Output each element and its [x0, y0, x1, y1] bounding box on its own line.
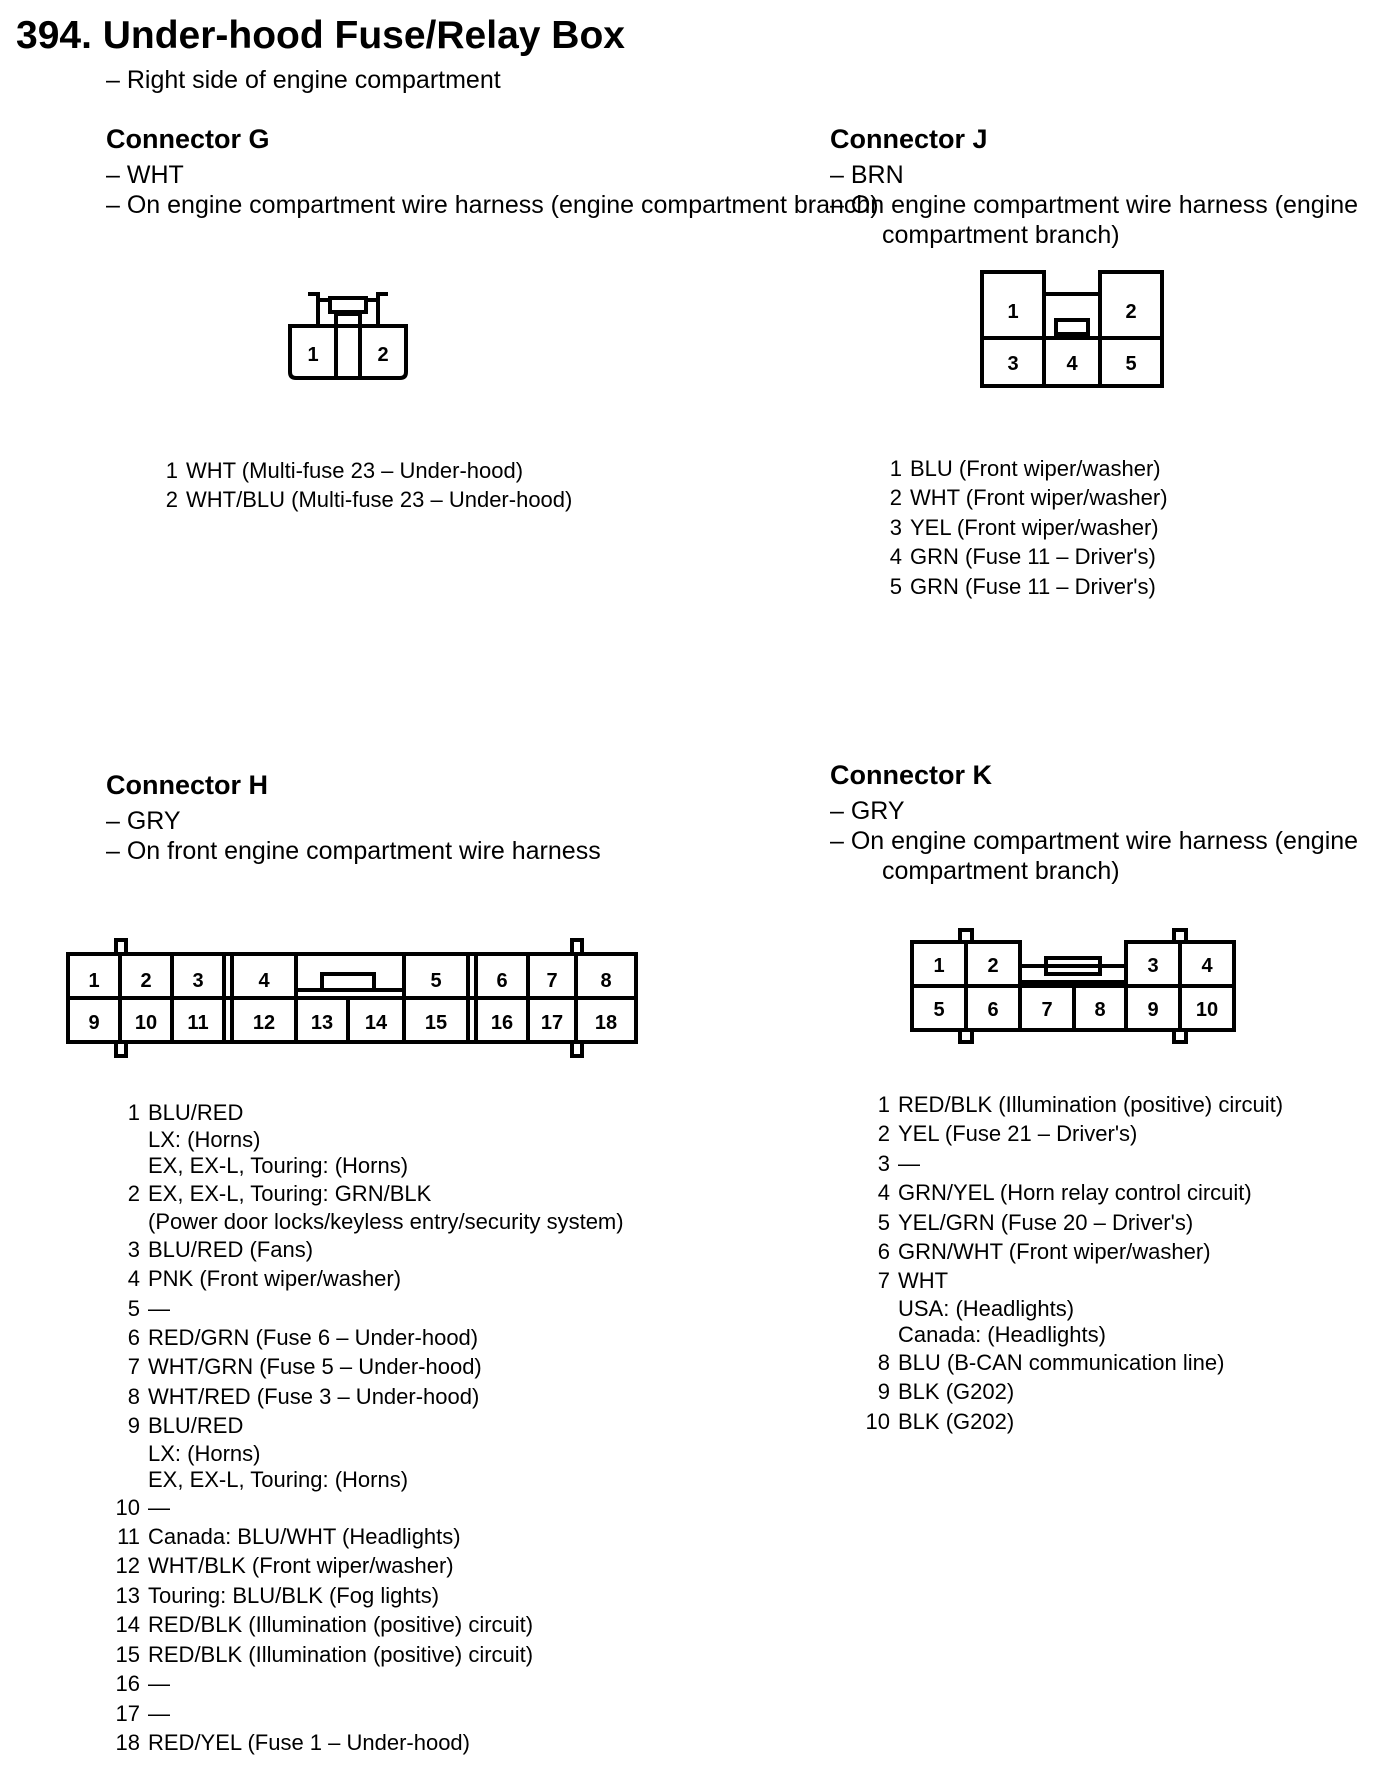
connector-h-cell-11: 11 [187, 1012, 209, 1034]
pin-number: 1 [877, 1092, 890, 1117]
pin-wire: WHT (Front wiper/washer) [910, 485, 1168, 511]
pin-number: 11 [117, 1524, 140, 1550]
pin-number: 6 [127, 1325, 140, 1351]
pin-note: EX, EX-L, Touring: (Horns) [148, 1466, 409, 1492]
connector-j-cell-3: 3 [1007, 353, 1019, 375]
connector-h-cell-18: 18 [594, 1012, 618, 1034]
pin-wire: GRN (Fuse 11 – Driver's) [910, 544, 1156, 570]
pin-wire: — [898, 1150, 920, 1176]
pin-number: 10 [865, 1408, 890, 1434]
list-item [106, 1551, 624, 1580]
pin-number: 3 [889, 514, 902, 540]
pin-number: 3 [127, 1236, 140, 1262]
connector-g-cell-1: 1 [307, 344, 319, 366]
pin-wire: WHT [898, 1268, 949, 1294]
pin-note: LX: (Horns) [148, 1440, 261, 1466]
connector-j-cell-2: 2 [1125, 301, 1137, 323]
list-item [106, 1699, 624, 1728]
list-item [106, 1728, 624, 1757]
connector-h-cell-5: 5 [430, 970, 442, 992]
pin-wire: YEL/GRN (Fuse 20 – Driver's) [898, 1209, 1194, 1235]
list-item [856, 1090, 1283, 1119]
list-item [868, 513, 1168, 542]
list-item [106, 1264, 624, 1293]
list-item [868, 454, 1168, 483]
list-item [106, 1235, 624, 1264]
pin-number: 12 [115, 1553, 140, 1579]
pin-wire: — [148, 1494, 170, 1520]
pin-wire: WHT/BLU (Multi-fuse 23 – Under-hood) [186, 487, 573, 513]
pin-wire: — [148, 1700, 170, 1726]
list-item [856, 1407, 1283, 1436]
pin-wire: BLK (G202) [898, 1379, 1015, 1405]
pin-wire: GRN/WHT (Front wiper/washer) [898, 1239, 1211, 1265]
connector-k-cell-10: 10 [1195, 999, 1219, 1021]
pin-note: Canada: (Headlights) [898, 1321, 1106, 1347]
pin-number: 6 [877, 1239, 890, 1265]
connector-g-description [106, 160, 879, 220]
pin-number: 5 [877, 1209, 890, 1235]
connector-k-cell-8: 8 [1094, 999, 1106, 1021]
list-item [856, 1178, 1283, 1207]
connector-k-color: – GRY [830, 797, 905, 825]
connector-h-pin-list [106, 1098, 624, 1757]
list-item [868, 542, 1168, 571]
list-item [106, 1294, 624, 1323]
list-item [868, 572, 1168, 601]
list-item [106, 1382, 624, 1411]
pin-wire: BLU/RED (Fans) [148, 1236, 314, 1262]
pin-number: 9 [877, 1379, 890, 1405]
connector-h-cell-9: 9 [88, 1012, 100, 1034]
pin-wire: WHT/BLK (Front wiper/washer) [148, 1553, 454, 1579]
connector-k-diagram [908, 924, 1238, 1046]
pin-number: 5 [889, 573, 902, 599]
list-item [106, 1493, 624, 1522]
connector-h-cell-7: 7 [546, 970, 558, 992]
pin-wire: BLU (Front wiper/washer) [910, 456, 1161, 481]
connector-h-cell-1: 1 [88, 970, 100, 992]
pin-wire: BLU/RED [148, 1413, 244, 1439]
pin-wire: BLK (G202) [898, 1408, 1015, 1434]
connector-g-location: – On engine compartment wire harness (engine compartment branch) [106, 191, 879, 219]
list-item [144, 456, 572, 485]
connector-j-title: Connector J [830, 124, 988, 154]
pin-wire: RED/YEL (Fuse 1 – Under-hood) [148, 1729, 470, 1755]
pin-number: 10 [115, 1494, 140, 1520]
list-item [106, 1323, 624, 1352]
pin-number: 7 [127, 1354, 140, 1380]
connector-j-description [830, 160, 1358, 250]
connector-g-color: – WHT [106, 161, 184, 189]
list-item [106, 1610, 624, 1639]
list-item [106, 1669, 624, 1698]
connector-h-cell-15: 15 [424, 1012, 448, 1034]
pin-number: 2 [889, 485, 902, 511]
pin-number: 4 [877, 1180, 890, 1206]
connector-h-cell-17: 17 [540, 1012, 564, 1034]
connector-k-cell-7: 7 [1041, 999, 1053, 1021]
connector-h-cell-14: 14 [364, 1012, 388, 1034]
connector-k-description [830, 796, 1358, 886]
pin-number: 5 [127, 1295, 140, 1321]
pin-note: LX: (Horns) [148, 1127, 261, 1153]
connector-g-diagram [280, 286, 416, 382]
connector-h-description [106, 806, 601, 866]
connector-h-cell-8: 8 [600, 970, 612, 992]
pin-number: 18 [115, 1729, 140, 1755]
pin-wire: BLU (B-CAN communication line) [898, 1349, 1225, 1375]
page-subtitle: – Right side of engine compartment [106, 66, 501, 94]
connector-j-color: – BRN [830, 161, 904, 189]
pin-wire: — [148, 1671, 170, 1697]
connector-h-cell-6: 6 [496, 970, 508, 992]
connector-k-location-line-2: compartment branch) [882, 857, 1120, 885]
connector-h-diagram [64, 934, 640, 1062]
connector-j-diagram [978, 268, 1164, 390]
pin-wire: RED/BLK (Illumination (positive) circuit) [898, 1092, 1284, 1117]
connector-h-cell-10: 10 [134, 1012, 158, 1034]
pin-number: 9 [127, 1413, 140, 1439]
pin-number: 8 [877, 1349, 890, 1375]
pin-number: 2 [877, 1121, 890, 1147]
connector-g-pin-list [144, 456, 572, 515]
connector-k-cell-1: 1 [933, 955, 945, 977]
pin-number: 4 [889, 544, 902, 570]
pin-number: 13 [115, 1582, 140, 1608]
connector-h-cell-16: 16 [490, 1012, 514, 1034]
connector-h-cell-2: 2 [140, 970, 152, 992]
pin-wire: YEL (Fuse 21 – Driver's) [898, 1121, 1138, 1147]
list-item [106, 1581, 624, 1610]
pin-wire: — [148, 1295, 170, 1321]
pin-wire: RED/BLK (Illumination (positive) circuit) [148, 1641, 534, 1667]
pin-wire: GRN (Fuse 11 – Driver's) [910, 573, 1156, 599]
pin-wire: RED/BLK (Illumination (positive) circuit) [148, 1612, 534, 1638]
list-item [106, 1179, 624, 1234]
connector-k-cell-2: 2 [987, 955, 999, 977]
pin-wire: GRN/YEL (Horn relay control circuit) [898, 1180, 1252, 1206]
connector-j-location-line-2: compartment branch) [882, 221, 1120, 249]
pin-wire: Canada: BLU/WHT (Headlights) [148, 1524, 461, 1550]
pin-wire: WHT (Multi-fuse 23 – Under-hood) [186, 458, 524, 483]
list-item [106, 1352, 624, 1381]
connector-h-cell-13: 13 [310, 1012, 334, 1034]
connector-j-cell-5: 5 [1125, 353, 1137, 375]
connector-g-title: Connector G [106, 124, 270, 154]
connector-h-color: – GRY [106, 807, 181, 835]
pin-note: (Power door locks/keyless entry/security system) [148, 1208, 624, 1234]
list-item [106, 1098, 624, 1179]
pin-wire: WHT/RED (Fuse 3 – Under-hood) [148, 1383, 480, 1409]
connector-j-cell-4: 4 [1066, 353, 1078, 375]
connector-k-cell-4: 4 [1201, 955, 1213, 977]
pin-number: 7 [877, 1268, 890, 1294]
connector-k-pin-list [856, 1090, 1283, 1436]
list-item [856, 1266, 1283, 1347]
pin-number: 1 [127, 1100, 140, 1125]
pin-wire: BLU/RED [148, 1100, 244, 1125]
pin-number: 15 [115, 1641, 140, 1667]
connector-j-pin-list [868, 454, 1168, 601]
list-item [106, 1640, 624, 1669]
connector-j-location-line-1: – On engine compartment wire harness (engine [830, 191, 1359, 219]
pin-number: 8 [127, 1383, 140, 1409]
connector-k-cell-3: 3 [1147, 955, 1159, 977]
pin-number: 2 [165, 487, 178, 513]
connector-h-cell-3: 3 [192, 970, 204, 992]
pin-wire: RED/GRN (Fuse 6 – Under-hood) [148, 1325, 479, 1351]
page-title: 394. Under-hood Fuse/Relay Box [16, 14, 625, 57]
list-item [856, 1149, 1283, 1178]
pin-number: 1 [165, 458, 178, 483]
connector-h-cell-12: 12 [252, 1012, 276, 1034]
list-item [106, 1522, 624, 1551]
pin-note: EX, EX-L, Touring: (Horns) [148, 1153, 409, 1179]
pin-wire: YEL (Front wiper/washer) [910, 514, 1159, 540]
pin-note: USA: (Headlights) [898, 1295, 1075, 1321]
pin-wire: EX, EX-L, Touring: GRN/BLK [148, 1181, 432, 1207]
pin-number: 2 [127, 1181, 140, 1207]
list-item [856, 1208, 1283, 1237]
pin-number: 1 [889, 456, 902, 481]
pin-number: 4 [127, 1266, 140, 1292]
pin-wire: PNK (Front wiper/washer) [148, 1266, 402, 1292]
pin-number: 3 [877, 1150, 890, 1176]
pin-wire: WHT/GRN (Fuse 5 – Under-hood) [148, 1354, 482, 1380]
connector-h-title: Connector H [106, 770, 268, 800]
pin-number: 14 [115, 1612, 140, 1638]
connector-k-title: Connector K [830, 760, 992, 790]
list-item [856, 1377, 1283, 1406]
list-item [868, 483, 1168, 512]
connector-g-cell-2: 2 [377, 344, 389, 366]
connector-h-location: – On front engine compartment wire harness [106, 837, 601, 865]
pin-number: 17 [115, 1700, 140, 1726]
pin-wire: Touring: BLU/BLK (Fog lights) [148, 1582, 440, 1608]
connector-j-cell-1: 1 [1007, 301, 1019, 323]
list-item [144, 485, 572, 514]
connector-k-cell-5: 5 [933, 999, 945, 1021]
connector-h-cell-4: 4 [258, 970, 270, 992]
connector-k-cell-6: 6 [987, 999, 999, 1021]
list-item [856, 1237, 1283, 1266]
list-item [106, 1411, 624, 1492]
connector-k-cell-9: 9 [1147, 999, 1159, 1021]
list-item [856, 1348, 1283, 1377]
pin-number: 16 [115, 1671, 140, 1697]
connector-k-location-line-1: – On engine compartment wire harness (engine [830, 827, 1359, 855]
list-item [856, 1119, 1283, 1148]
